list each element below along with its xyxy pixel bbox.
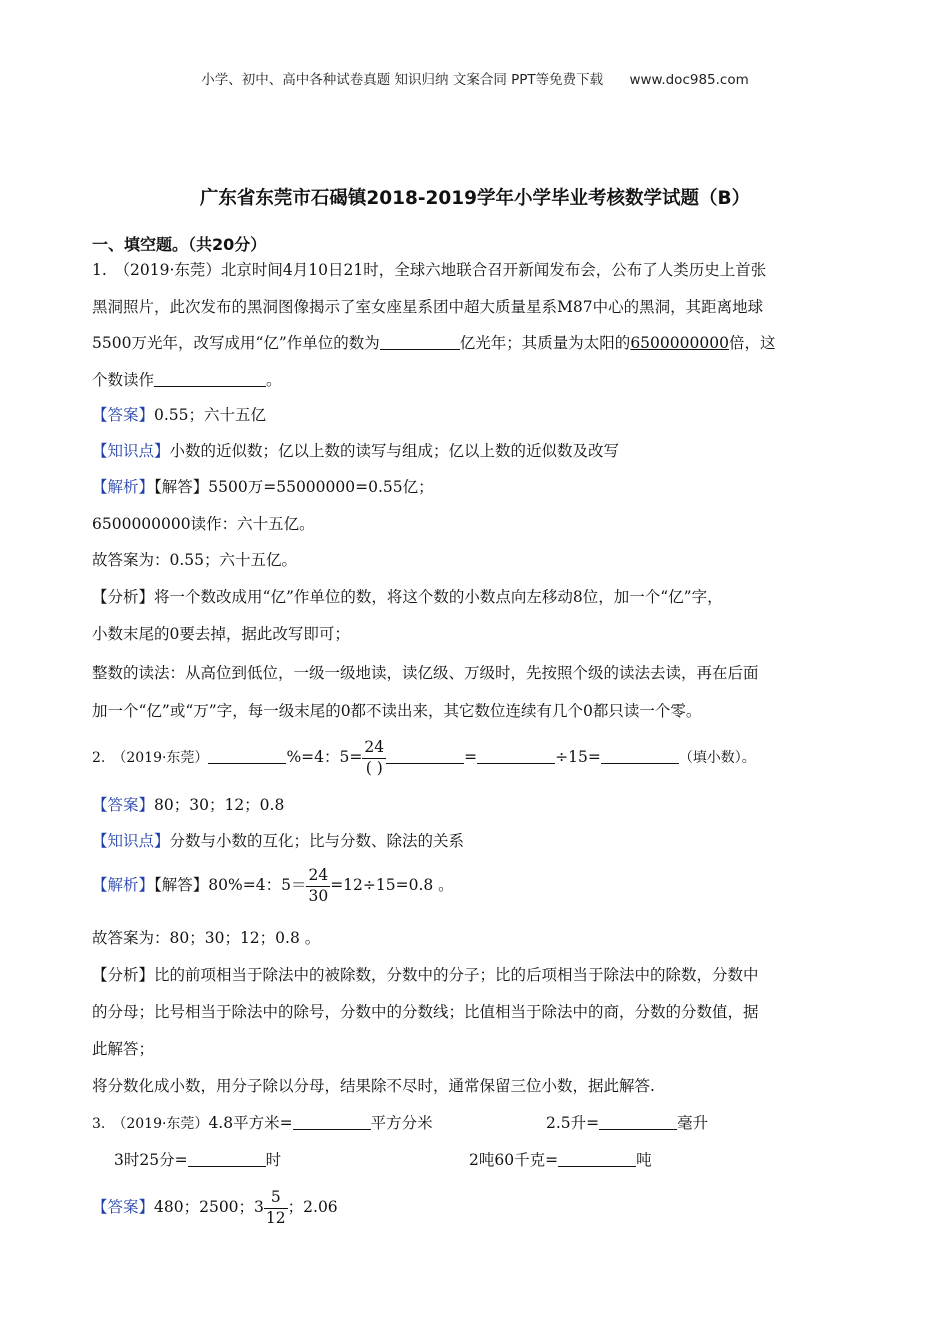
q1-solution-2: 6500000000读作：六十五亿。 [92,515,315,533]
q1-line-2: 黑洞照片，此次发布的黑洞图像揭示了室女座星系团中超大质量星系M87中心的黑洞，其距离地球 [92,298,764,316]
q2-analysis-4: 将分数化成小数，用分子除以分母，结果除不尽时，通常保留三位小数，据此解答. [92,1077,655,1095]
q1-solution-3: 故答案为：0.55；六十五亿。 [92,551,298,569]
q3-blank-2[interactable] [599,1113,677,1130]
q1-solution [92,476,862,498]
q1-line-3 [92,332,862,354]
q2-prefix: 2. （2019·东莞） [92,750,209,766]
q2-solution-numerator: 24 [308,866,329,884]
analysis-tag: 【解析】 [92,876,155,894]
q3-text: 3时25分= [114,1151,188,1169]
page-title: 广东省东莞市石碣镇2018-2019学年小学毕业考核数学试题（B） [199,188,751,209]
q2-text: %=4：5= [286,748,363,766]
q2-fraction-denominator[interactable]: ( ) [362,758,386,777]
q3-text: 时 [265,1151,282,1169]
q3-answer-numerator: 5 [270,1188,281,1206]
q1-text: 5500万光年，改写成用“亿”作单位的数为 [92,334,380,352]
knowledge-tag: 【知识点】 [92,442,170,460]
q2-solution-denominator: 30 [308,886,329,905]
q2-solution-2: 故答案为：80；30；12；0.8 。 [92,929,321,947]
q2-answer [92,794,862,816]
fenxi-tag: 【分析】 [92,588,155,606]
answer-text: 0.55；六十五亿 [154,406,267,424]
q1-text: 个数读作 [92,371,155,389]
q2-fraction [362,740,386,776]
q1-text: 亿光年；其质量为太阳的 [459,334,631,352]
header-site[interactable]: www.doc985.com [629,72,749,88]
q3-line-2b [469,1149,849,1171]
solution-text: 80%=4：5＝ [208,876,307,894]
q1-knowledge [92,440,862,462]
q2-analysis-1 [92,964,862,986]
solution-tag: 【解答】 [154,478,209,496]
q3-text: 2.5升= [546,1114,600,1132]
solution-tag: 【解答】 [154,876,209,894]
q1-text: 倍，这 [728,334,776,352]
q2-line [92,735,862,779]
q2-text: = [464,748,478,766]
solution-text: 5500万=55000000=0.55亿； [208,478,434,496]
analysis-text: 比的前项相当于除法中的被除数，分数中的分子；比的后项相当于除法中的除数，分数中 [154,966,759,984]
knowledge-text: 小数的近似数；亿以上数的读写与组成；亿以上数的近似数及改写 [169,442,620,460]
q3-blank-4[interactable] [558,1150,636,1167]
q3-text: 4.8平方米= [208,1114,293,1132]
page-header [0,68,950,88]
q3-text: 2吨60千克= [469,1151,559,1169]
answer-text: 80；30；12；0.8 [154,796,285,814]
q1-line-1: 1. （2019·东莞）北京时间4月10日21时，全球六地联合召开新闻发布会，公布了人类历史上首张 [92,261,767,279]
q2-blank-3[interactable] [477,747,555,764]
q2-analysis-3: 此解答； [92,1040,155,1058]
q1-text: 。 [266,371,282,389]
answer-tag: 【答案】 [92,796,155,814]
q1-analysis-2: 小数末尾的0要去掉，据此改写即可； [92,625,350,643]
q1-blank-1[interactable] [380,333,460,350]
knowledge-text: 分数与小数的互化；比与分数、除法的关系 [169,832,465,850]
q3-answer-denominator: 12 [265,1208,286,1227]
q3-answer-fraction [264,1190,288,1226]
q2-fraction-numerator: 24 [364,738,385,756]
q1-blank-2[interactable] [154,370,266,387]
q3-prefix: 3. （2019·东莞） [92,1116,209,1132]
q2-knowledge [92,830,862,852]
q3-line-1b [546,1112,846,1134]
q1-analysis-4: 加一个“亿”或“万”字，每一级末尾的0都不读出来，其它数位连续有几个0都只读一个零。 [92,702,702,720]
answer-text: 480；2500；3 [154,1198,264,1216]
q2-solution-fraction [306,868,330,904]
q1-answer [92,404,862,426]
q2-text: ÷15= [555,748,601,766]
q3-blank-3[interactable] [188,1150,266,1167]
section-heading: 一、填空题。（共20分） [92,235,267,254]
header-text: 小学、初中、高中各种试卷真题 知识归纳 文案合同 PPT等免费下载 [201,72,604,88]
q1-underlined-number: 6500000000 [630,334,729,352]
q3-text: 吨 [636,1151,652,1169]
analysis-tag: 【解析】 [92,478,155,496]
q3-blank-1[interactable] [293,1113,371,1130]
q2-analysis-2: 的分母；比号相当于除法中的除号，分数中的分数线；比值相当于除法中的商，分数的分数值，据 [92,1003,759,1021]
q2-suffix: （填小数）。 [678,750,756,766]
q1-line-4 [92,369,862,391]
q2-solution [92,862,862,908]
q3-text: 平方分米 [370,1114,433,1132]
q2-blank-1[interactable] [208,747,286,764]
q3-answer [92,1184,862,1230]
fenxi-tag: 【分析】 [92,966,155,984]
q1-analysis-1 [92,586,862,608]
q3-text: 毫升 [677,1114,709,1132]
analysis-text: 将一个数改成用“亿”作单位的数，将这个数的小数点向左移动8位，加一个“亿”字， [154,588,723,606]
answer-text: ；2.06 [287,1198,338,1216]
q2-blank-4[interactable] [601,747,679,764]
knowledge-tag: 【知识点】 [92,832,170,850]
solution-text: =12÷15=0.8 。 [330,876,454,894]
q2-blank-2[interactable] [386,747,464,764]
answer-tag: 【答案】 [92,1198,155,1216]
q1-analysis-3: 整数的读法：从高位到低位，一级一级地读，读亿级、万级时，先按照个级的读法去读，再在后面 [92,664,759,682]
answer-tag: 【答案】 [92,406,155,424]
